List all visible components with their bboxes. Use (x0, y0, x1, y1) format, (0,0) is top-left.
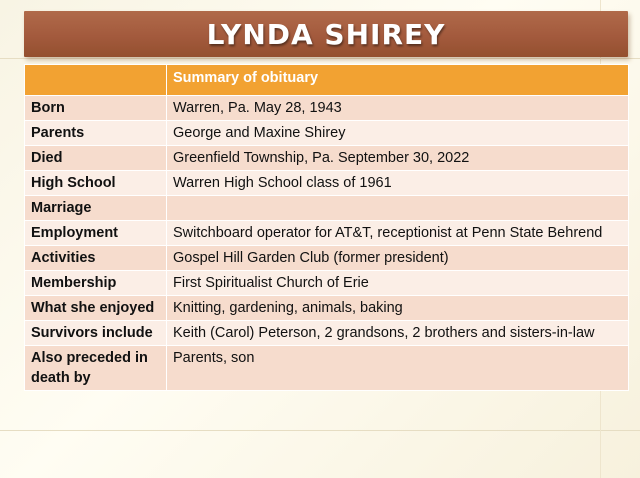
row-label: Activities (25, 246, 167, 271)
decorative-line (0, 58, 640, 59)
table-row (25, 296, 629, 321)
row-label: Membership (25, 271, 167, 296)
row-label: Parents (25, 121, 167, 146)
row-value: Warren, Pa. May 28, 1943 (167, 96, 629, 121)
row-value: Switchboard operator for AT&T, receptionist at Penn State Behrend (167, 221, 629, 246)
header-cell-label (25, 65, 167, 96)
row-label: Survivors include (25, 321, 167, 346)
row-label: High School (25, 171, 167, 196)
row-label: Also preceded in death by (25, 346, 167, 391)
row-label: Employment (25, 221, 167, 246)
row-value: Keith (Carol) Peterson, 2 grandsons, 2 brothers and sisters-in-law (167, 321, 629, 346)
row-label: Marriage (25, 196, 167, 221)
table-row (25, 221, 629, 246)
table-row (25, 121, 629, 146)
decorative-line (0, 430, 640, 431)
row-value: Gospel Hill Garden Club (former president) (167, 246, 629, 271)
table-row (25, 96, 629, 121)
row-value: George and Maxine Shirey (167, 121, 629, 146)
table-row (25, 346, 629, 391)
obituary-summary-table (24, 64, 629, 391)
row-label: Died (25, 146, 167, 171)
table-row (25, 196, 629, 221)
row-value: Warren High School class of 1961 (167, 171, 629, 196)
table-row (25, 171, 629, 196)
row-value: Parents, son (167, 346, 629, 391)
title-banner (24, 11, 628, 57)
row-label: Born (25, 96, 167, 121)
row-value: First Spiritualist Church of Erie (167, 271, 629, 296)
row-label: What she enjoyed (25, 296, 167, 321)
table-row (25, 271, 629, 296)
header-cell-summary: Summary of obituary (167, 65, 629, 96)
table-header-row (25, 65, 629, 96)
slide-title: LYNDA SHIREY (206, 17, 446, 51)
row-value: Knitting, gardening, animals, baking (167, 296, 629, 321)
row-value (167, 196, 629, 221)
table-row (25, 246, 629, 271)
row-value: Greenfield Township, Pa. September 30, 2022 (167, 146, 629, 171)
table-row (25, 146, 629, 171)
table-row (25, 321, 629, 346)
